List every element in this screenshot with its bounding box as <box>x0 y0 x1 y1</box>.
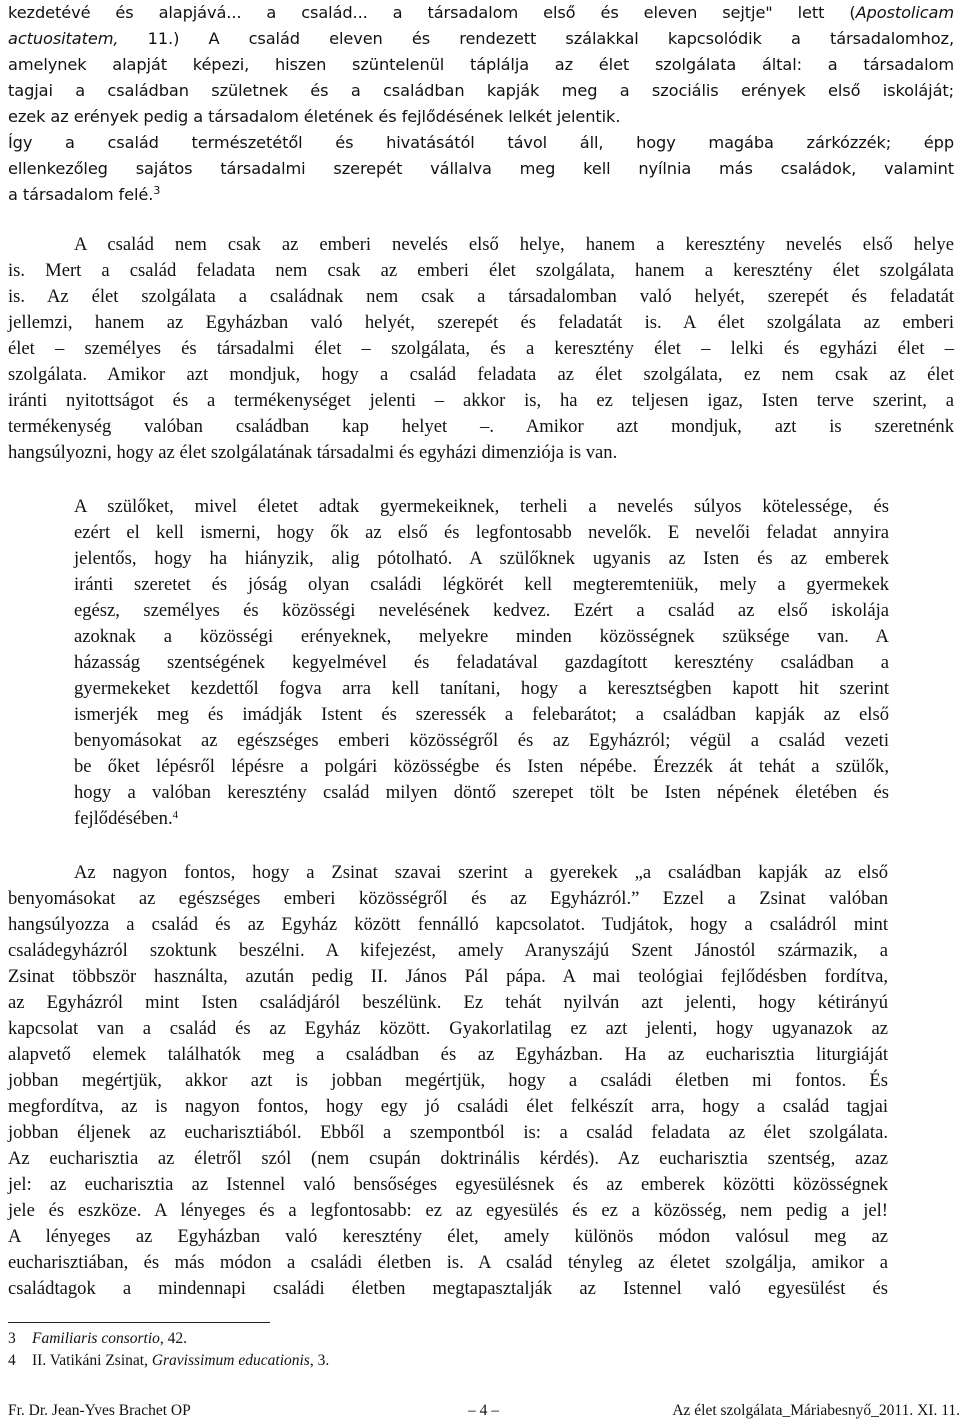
text-line: családtagok a mindennapi családi életben megtapasztalják az Istennel való egyesülést és <box>8 1278 888 1299</box>
text-line: A lényeges az Egyházban való keresztény élet, amely különös módon valósul meg az <box>8 1226 888 1247</box>
text-line: is. Az élet szolgálata a családnak nem csak a társadalomban való helyét, szerepét és feladatát <box>8 286 954 307</box>
text-line: egész, személyes és közösségi nevelésének kedvez. Ezért a család az első iskolája <box>74 600 889 621</box>
text-line: kapcsolat van a család és az Egyház között. Gyakorlatilag ez azt jelenti, hogy ugyanazok az <box>8 1018 888 1039</box>
text-line: azoknak a közösségi erényeknek, melyekre minden közösségnek szüksége van. A <box>74 626 889 647</box>
text-line: amelynek alapját képezi, hiszen szüntelenül táplálja az élet szolgálata által: a társadalom <box>8 55 954 74</box>
text-line: élet – személyes és társadalmi élet – szolgálata, és a keresztény élet – lelki és egyházi élet – <box>8 338 954 359</box>
text-line: jellemzi, hanem az Egyházban való helyét, szerepét és feladatát is. A élet szolgálata az emberi <box>8 312 954 333</box>
text-line-italic: actuositatem, <box>8 29 119 48</box>
text-line: be őket lépésről lépésre a polgári közösségbe és Isten népébe. Érezzék át tehát a szülők, <box>74 756 889 777</box>
text-line: jel: az eucharisztia az Istennel való bensőséges egyesülésnek és az emberek közötti közösségnek <box>8 1174 888 1195</box>
text-line: fejlődésében. <box>74 808 173 829</box>
text-line: a társadalom felé. <box>8 185 154 204</box>
text-line: jobban megértjük, akkor azt is jobban megértjük, hogy a családi életben mi fontos. És <box>8 1070 888 1091</box>
text-line-with-ref <box>8 182 954 208</box>
text-line: iránti szeretet és jóság olyan családi légkörét kell megteremteniük, mely a gyermekek <box>74 574 889 595</box>
text-line: ismerjék meg és imádják Istent és szeressék a felebarátot; a családban kapják az első <box>74 704 889 725</box>
text-line: Az nagyon fontos, hogy a Zsinat szavai szerint a gyerekek „a családban kapják az első <box>74 862 888 883</box>
text-line: hangsúlyozni, hogy az élet szolgálatának társadalmi és egyházi dimenziója is van. <box>8 442 618 463</box>
text-line: jele és eszköze. A lényeges és a legfontosabb: ez az egyesülés és ez a közösség, nem pedig a jel! <box>8 1200 888 1221</box>
paragraph-4 <box>8 860 888 1302</box>
footnote-ref[interactable]: 3 <box>153 184 161 197</box>
footnote-separator <box>8 1322 270 1323</box>
footnote-number: 4 <box>8 1352 16 1369</box>
text-line: tagjai a családban születnek és a családban kapják meg a szociális erények első iskoláját; <box>8 81 954 100</box>
page-number: – 4 – <box>468 1402 499 1419</box>
footnote-title: Familiaris consortio <box>32 1330 160 1347</box>
footnote-suffix: , 42. <box>159 1330 188 1347</box>
text-line: az Egyházról mint Isten családjáról beszélünk. Ez tehát nyilván azt jelenti, hogy kétirányú <box>8 992 888 1013</box>
text-line: benyomásokat az egészséges emberi közösségről és az Egyházról; végül a család vezeti <box>74 730 889 751</box>
footnote-suffix: , 3. <box>309 1352 330 1369</box>
text-line: alapvető elemek találhatók meg a családban és az Egyházban. Ha az eucharisztia liturgiáját <box>8 1044 888 1065</box>
footnote-3 <box>8 1329 187 1349</box>
text-line: iránti nyitottságot és a termékenységet jelenti – akkor is, ha ez teljesen igaz, Isten terve szerint, a <box>8 390 954 411</box>
text-line: jobban éljenek az eucharisztiából. Ebből a szempontból is: a család feladata az élet szolgálata. <box>8 1122 888 1143</box>
text-line: hogy a valóban keresztény család milyen döntő szerepet tölt be Isten népének életében és <box>74 782 889 803</box>
paragraph-2 <box>8 232 954 466</box>
text-line: is. Mert a család feladata nem csak az emberi élet szolgálata, hanem a keresztény élet szolgálata <box>8 260 954 281</box>
text-line-italic: Apostolicam <box>855 3 954 22</box>
text-line: családegyházról szoktunk beszélni. A kifejezést, amely Aranyszájú Szent Jánostól származik, a <box>8 940 888 961</box>
footer-document-title: Az élet szolgálata_Máriabesnyő_2011. XI. 11. <box>672 1402 960 1419</box>
paragraph-1 <box>8 0 954 208</box>
text-line: ezért el kell ismerni, hogy ők az első és legfontosabb nevelők. E nevelői feladat annyira <box>74 522 889 543</box>
page-footer <box>8 1400 960 1422</box>
text-line-with-ref <box>74 806 889 832</box>
text-line: benyomásokat az egészséges emberi közösségről és az Egyházról.” Ezzel a Zsinat valóban <box>8 888 888 909</box>
text-line: megfordítva, az is nagyon fontos, hogy egy jó családi élet felkészít arra, hogy a család tagjai <box>8 1096 888 1117</box>
text-line: jelentős, hogy ha hiányzik, alig pótolható. A szülőknek ugyanis az Isten és az emberek <box>74 548 889 569</box>
text-line: ellenkezőleg sajátos társadalmi szerepét vállalva meg kell nyílnia más családok, valamint <box>8 159 954 178</box>
footnote-4 <box>8 1351 329 1371</box>
text-line: Az eucharisztia az életről szól (nem csupán doktrinális kérdés). Az eucharisztia szentség, azaz <box>8 1148 888 1169</box>
paragraph-3 <box>74 494 889 832</box>
footnote-ref[interactable]: 4 <box>172 809 179 821</box>
text-line: termékenység valóban családban kap helyet –. Amikor azt mondjuk, azt is szeretnénk <box>8 416 954 437</box>
footer-author: Fr. Dr. Jean-Yves Brachet OP <box>8 1402 191 1419</box>
text-line: Zsinat többször használta, azután pedig II. János Pál pápa. A mai teológiai fejlődésben fordítva, <box>8 966 888 987</box>
text-line: hangsúlyozza a család és az Egyház között fennálló kapcsolatot. Tudjátok, hogy a családról mint <box>8 914 888 935</box>
text-line: kezdetévé és alapjává... a család... a társadalom első és eleven sejtje" lett (Apostolicam <box>8 3 954 22</box>
text-line: házasság szentségének kegyelmével és feladatával gazdagított keresztény családban a <box>74 652 889 673</box>
footnote-prefix: II. Vatikáni Zsinat, <box>32 1352 152 1369</box>
footnote-title: Gravissimum educationis <box>151 1352 310 1369</box>
text-line: ezek az erények pedig a társadalom életének és fejlődésének lelkét jelentik. <box>8 107 621 126</box>
text-line: gyermekeket kezdettől fogva arra kell tanítani, hogy a keresztségben kapott hit szerint <box>74 678 889 699</box>
text-line: actuositatem, 11.) A család eleven és rendezett szálakkal kapcsolódik a társadalomhoz, <box>8 29 954 48</box>
text-line: eucharisztiában, és más módon a családi életben is. A család tényleg az életet szolgálja, amikor a <box>8 1252 888 1273</box>
text-line: A szülőket, mivel életet adtak gyermekeiknek, terheli a nevelés súlyos kötelessége, és <box>74 496 889 517</box>
text-line: A család nem csak az emberi nevelés első helye, hanem a keresztény nevelés első helye <box>74 234 954 255</box>
footnote-number: 3 <box>8 1330 16 1347</box>
text-line: szolgálata. Amikor azt mondjuk, hogy a család feladata az élet szolgálata, ez nem csak az élet <box>8 364 954 385</box>
text-line: Így a család természetétől és hivatásától távol áll, hogy magába zárkózzék; épp <box>8 133 954 152</box>
